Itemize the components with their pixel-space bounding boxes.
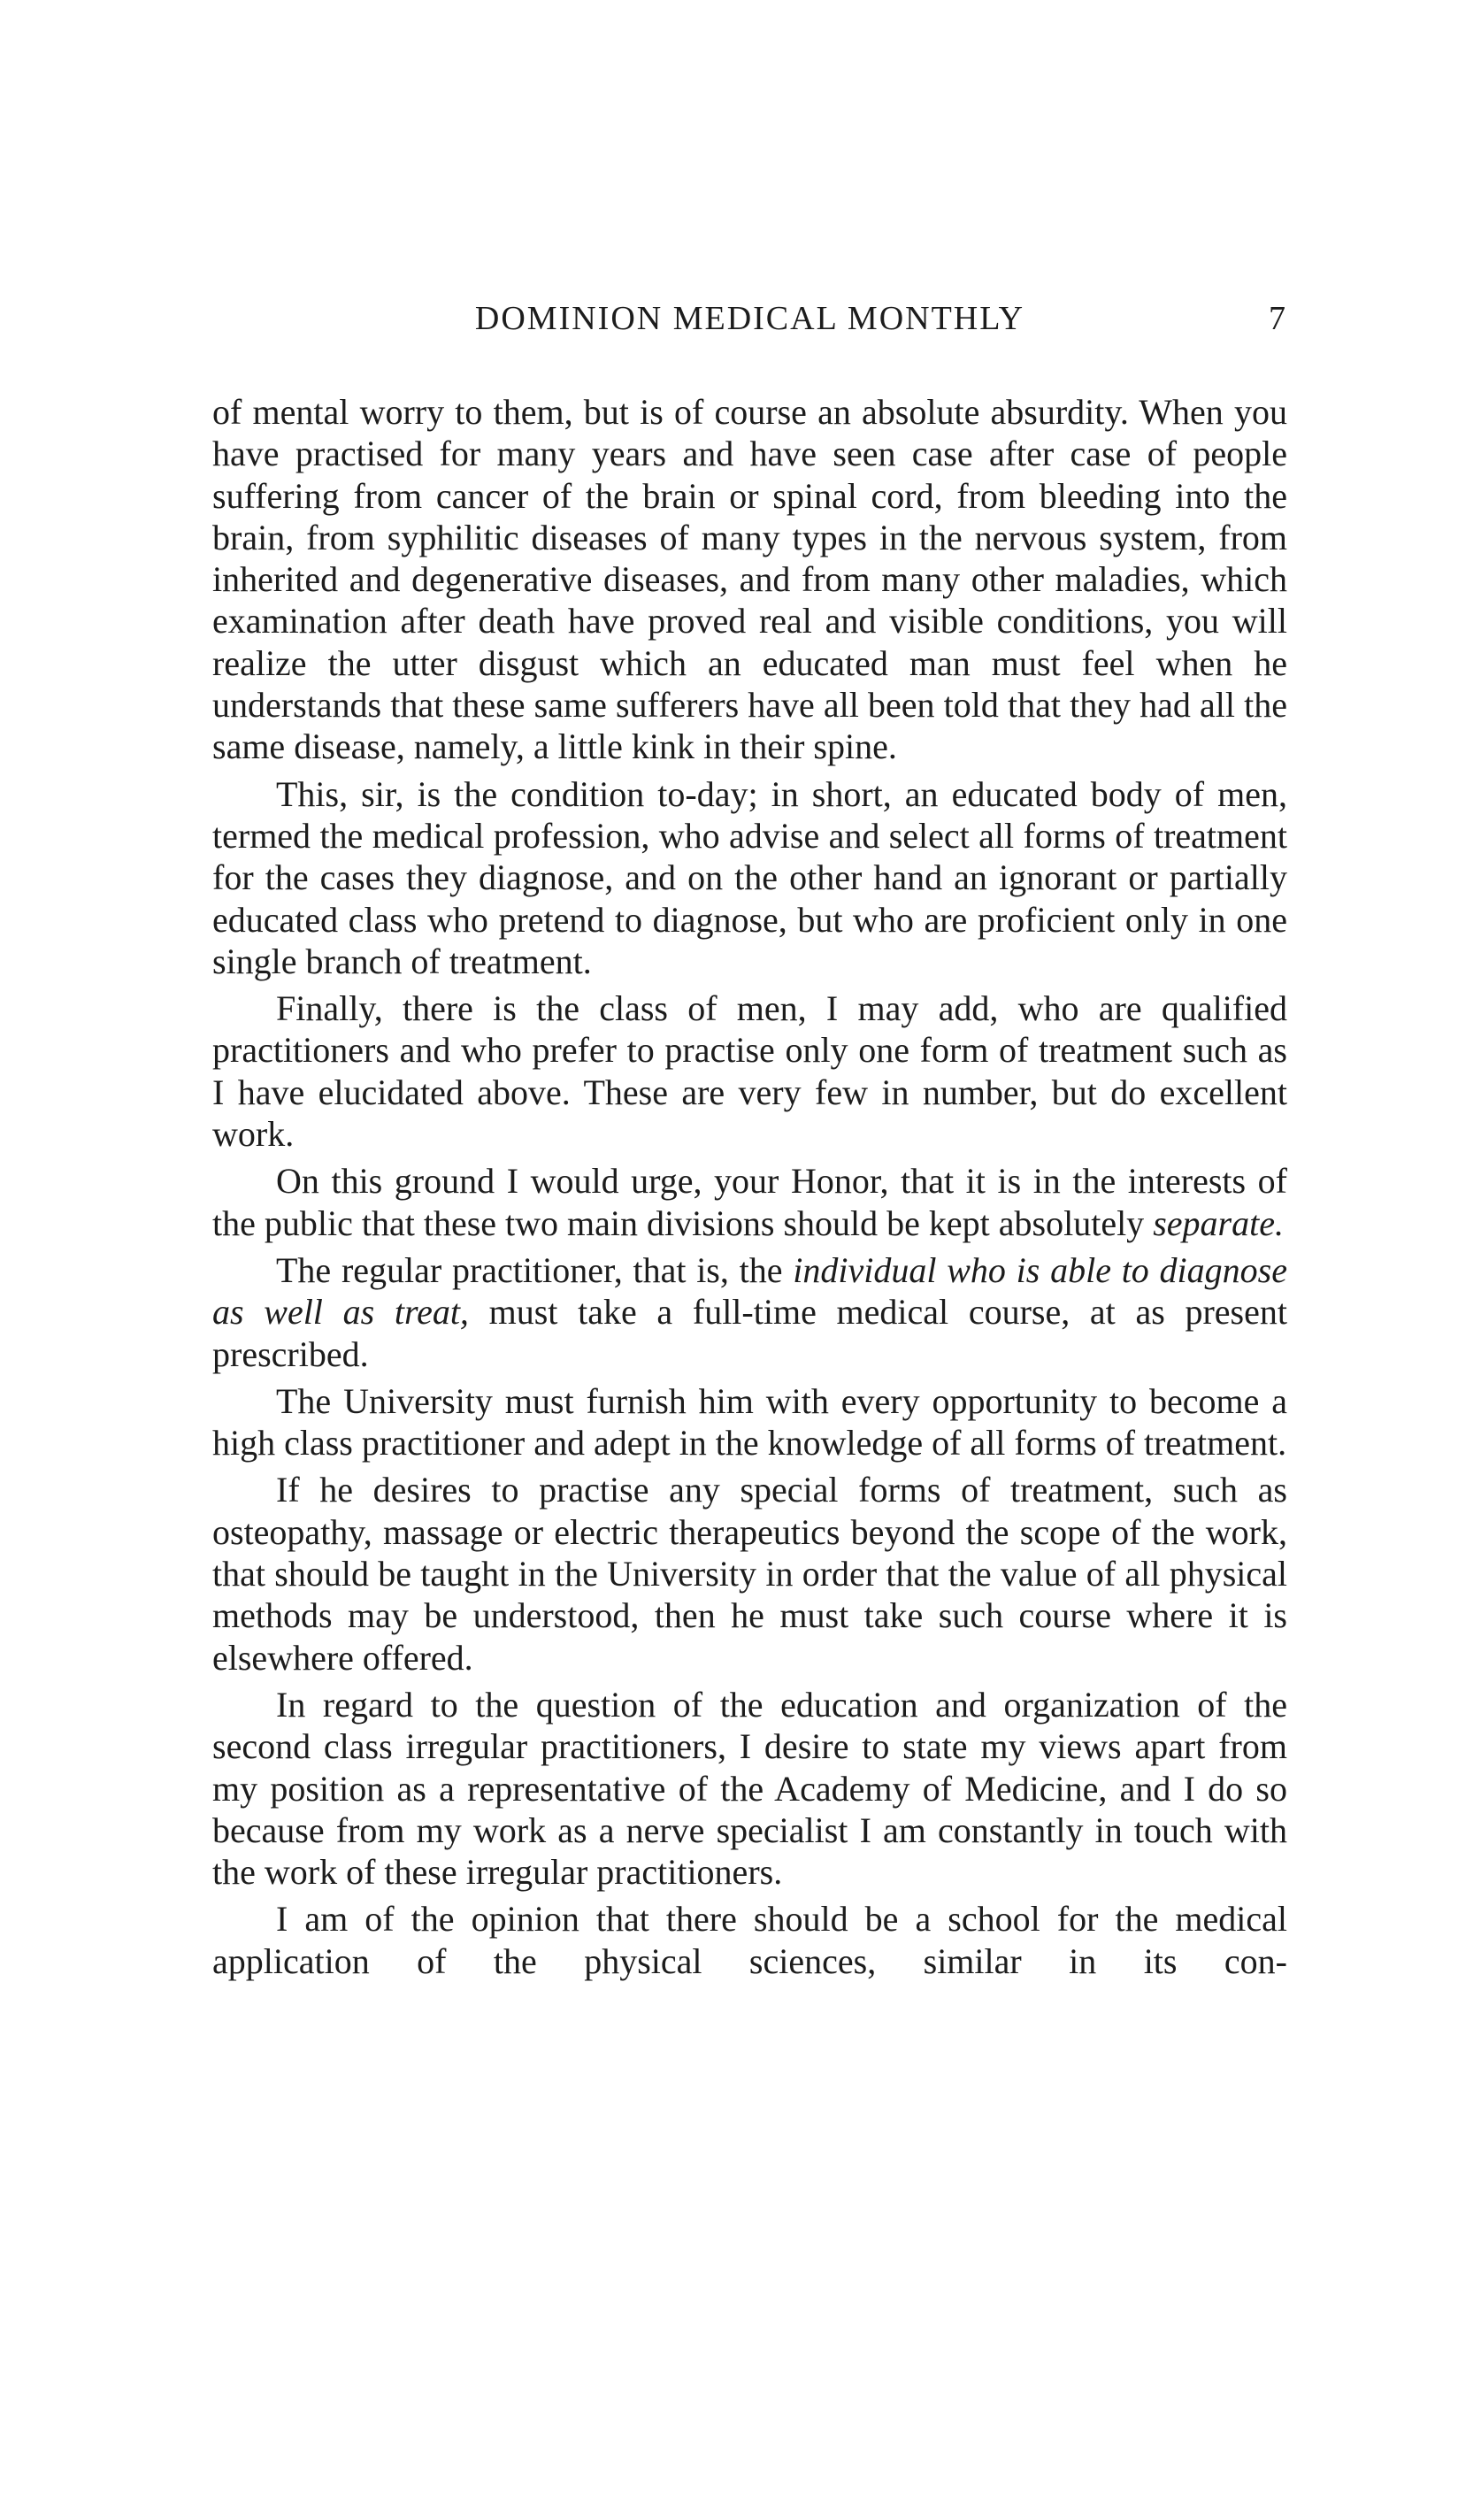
paragraph: Finally, there is the class of men, I may add, who are qualified practitioners and who prefer to practise only one form of treatment such as I have elucidated above. These are very few in number, but do excellent work. (212, 988, 1287, 1155)
paragraph (212, 1249, 1287, 1375)
emphasis-text: separate. (1153, 1202, 1284, 1243)
running-head (212, 292, 1287, 345)
running-title: DOMINION MEDICAL MONTHLY (474, 300, 1025, 337)
paragraph-text: must take a full-time medical course, at as present prescribed. (212, 1292, 1287, 1374)
paragraph-text: On this ground I would urge, your Honor, that it is in the interests of the public that these two main divisions should be kept absolutely (212, 1161, 1287, 1243)
paragraph-continues-next-page: I am of the opinion that there should be a school for the medical application of the physical sciences, similar in its con- (212, 1899, 1287, 1981)
page-number: 7 (1269, 300, 1287, 337)
emphasis-text: individual who is able to diagnose as well as treat, (212, 1249, 1287, 1333)
paragraph-continued: of mental worry to them, but is of course an absolute absurdity. When you have practised for many years and have seen case after case of people suffering from cancer of the brain or spinal cord, from bleeding into the brain, from syphilitic diseases of many types in the nervous system, from inherited and degenerative diseases, and from many other maladies, which examination after death have proved real and visible conditions, you will realize the utter disgust which an educated man must feel when he understands that these same sufferers have all been told that they had all the same disease, namely, a little kink in their spine. (212, 392, 1287, 767)
paragraph: This, sir, is the condition to-day; in short, an educated body of men, termed the medical profession, who advise and select all forms of treatment for the cases they diagnose, and on the other hand an ignorant or partially educated class who pretend to diagnose, but who are proficient only in one single branch of treatment. (212, 773, 1287, 981)
body-text (212, 391, 1287, 1982)
paragraph: In regard to the question of the education and organization of the second class irregular practitioners, I desire to state my views apart from my position as a representative of the Academy of Medicine, and I do so because from my work as a nerve specialist I am constantly in touch with the work of these irregular practitioners. (212, 1684, 1287, 1893)
paragraph: If he desires to practise any special forms of treatment, such as osteopathy, massage or electric therapeutics beyond the scope of the work, that should be taught in the University in order that the value of all physical methods may be understood, then he must take such course where it is elsewhere offered. (212, 1470, 1287, 1678)
paragraph: The University must furnish him with every opportunity to become a high class practitioner and adept in the knowledge of all forms of treatment. (212, 1380, 1287, 1464)
paragraph (212, 1160, 1287, 1244)
paragraph-text: The regular practitioner, that is, the (276, 1249, 794, 1290)
document-page (212, 292, 1287, 2327)
